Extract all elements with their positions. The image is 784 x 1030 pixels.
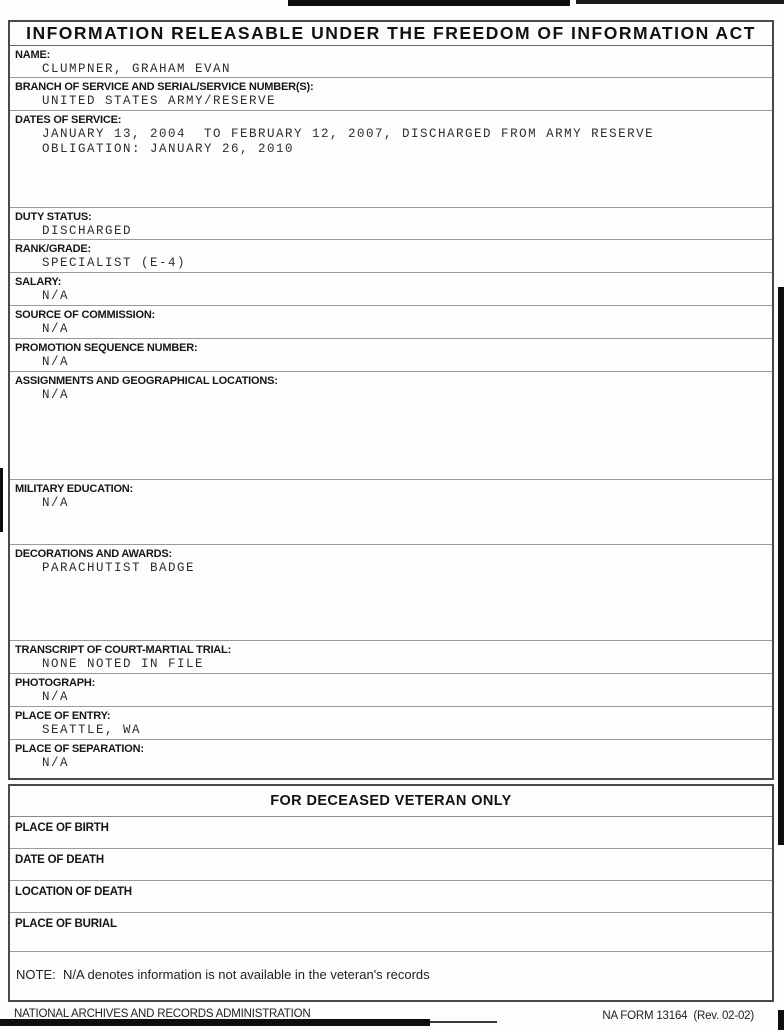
- field-value: SEATTLE, WA: [42, 723, 142, 737]
- deceased-veteran-section: [8, 784, 774, 1002]
- page-title: INFORMATION RELEASABLE UNDER THE FREEDOM OF INFORMATION ACT: [26, 23, 756, 43]
- field-row-source-of-commission: [10, 306, 772, 339]
- field-label: PLACE OF BURIAL: [15, 918, 117, 930]
- scan-artifact-left-strip: [0, 468, 3, 532]
- note-area: [10, 952, 772, 984]
- field-value: N/A: [42, 756, 70, 770]
- scan-artifact-top-bar-left: [288, 0, 570, 6]
- field-label: DECORATIONS AND AWARDS:: [15, 548, 172, 560]
- field-row-salary: [10, 273, 772, 306]
- field-value: N/A: [42, 496, 70, 510]
- field-label: TRANSCRIPT OF COURT-MARTIAL TRIAL:: [15, 644, 232, 656]
- field-row-name: [10, 46, 772, 78]
- deceased-section-title: FOR DECEASED VETERAN ONLY: [270, 793, 512, 809]
- field-value: N/A: [42, 690, 70, 704]
- field-value: N/A: [42, 289, 70, 303]
- field-label: PROMOTION SEQUENCE NUMBER:: [15, 342, 198, 354]
- deceased-section-header: [10, 786, 772, 817]
- field-row-promotion-sequence-number: [10, 339, 772, 372]
- field-value: DISCHARGED: [42, 224, 133, 238]
- field-row-date-of-death: [10, 849, 772, 881]
- field-row-rank-grade: [10, 240, 772, 273]
- field-value-line2: OBLIGATION: JANUARY 26, 2010: [42, 142, 295, 156]
- field-row-decorations-awards: [10, 545, 772, 641]
- field-label: PLACE OF BIRTH: [15, 822, 109, 834]
- na-note-text: NOTE: N/A denotes information is not available in the veteran's records: [16, 967, 430, 982]
- field-label: BRANCH OF SERVICE AND SERIAL/SERVICE NUMBER(S):: [15, 81, 314, 93]
- field-label: SALARY:: [15, 276, 62, 288]
- field-row-duty-status: [10, 208, 772, 240]
- field-row-branch-of-service: [10, 78, 772, 111]
- field-row-place-of-entry: [10, 707, 772, 740]
- field-row-dates-of-service: [10, 111, 772, 208]
- field-value: N/A: [42, 355, 70, 369]
- field-label: DUTY STATUS:: [15, 211, 92, 223]
- field-label: NAME:: [15, 49, 51, 61]
- foia-release-form: [8, 20, 774, 780]
- field-value: N/A: [42, 388, 70, 402]
- scan-artifact-right-strip: [778, 287, 784, 845]
- field-value: N/A: [42, 322, 70, 336]
- field-value: UNITED STATES ARMY/RESERVE: [42, 94, 277, 108]
- field-row-assignments-locations: [10, 372, 772, 480]
- field-label: LOCATION OF DEATH: [15, 886, 132, 898]
- field-value: NONE NOTED IN FILE: [42, 657, 205, 671]
- field-label: RANK/GRADE:: [15, 243, 92, 255]
- field-label: MILITARY EDUCATION:: [15, 483, 134, 495]
- scan-artifact-top-bar-right: [576, 0, 784, 4]
- field-row-location-of-death: [10, 881, 772, 913]
- field-row-place-of-burial: [10, 913, 772, 952]
- field-label: SOURCE OF COMMISSION:: [15, 309, 156, 321]
- field-value: CLUMPNER, GRAHAM EVAN: [42, 62, 232, 76]
- field-row-photograph: [10, 674, 772, 707]
- field-row-court-martial-transcript: [10, 641, 772, 674]
- field-row-place-of-separation: [10, 740, 772, 778]
- field-label: PHOTOGRAPH:: [15, 677, 96, 689]
- field-value: PARACHUTIST BADGE: [42, 561, 196, 575]
- footer-form-number: NA FORM 13164 (Rev. 02-02): [602, 1010, 754, 1022]
- form-footer: [0, 1006, 784, 1026]
- field-row-military-education: [10, 480, 772, 545]
- field-label: DATES OF SERVICE:: [15, 114, 122, 126]
- field-label: PLACE OF SEPARATION:: [15, 743, 144, 755]
- field-row-place-of-birth: [10, 817, 772, 849]
- field-label: DATE OF DEATH: [15, 854, 104, 866]
- field-label: PLACE OF ENTRY:: [15, 710, 111, 722]
- field-value: SPECIALIST (E-4): [42, 256, 187, 270]
- footer-agency-name: NATIONAL ARCHIVES AND RECORDS ADMINISTRATION: [14, 1008, 311, 1020]
- form-title-row: [10, 22, 772, 46]
- field-value: JANUARY 13, 2004 TO FEBRUARY 12, 2007, DISCHARGED FROM ARMY RESERVE: [42, 127, 655, 141]
- field-label: ASSIGNMENTS AND GEOGRAPHICAL LOCATIONS:: [15, 375, 278, 387]
